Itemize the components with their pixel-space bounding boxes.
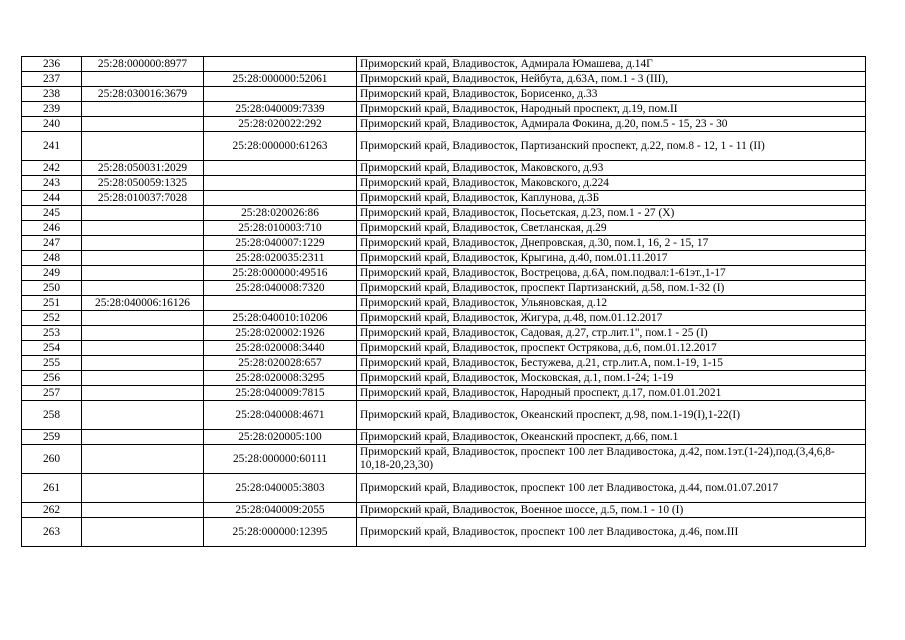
cadastral-number-cell (82, 371, 204, 386)
cadastral-number-cell (82, 206, 204, 221)
table-row (22, 341, 866, 356)
cadastral-number-cell (82, 474, 204, 503)
premises-cadastral-number-cell: 25:28:040009:7815 (204, 386, 357, 401)
address-cell: Приморский край, Владивосток, проспект 100 лет Владивостока, д.46, пом.III (357, 518, 866, 547)
table-row (22, 296, 866, 311)
cadastral-number-cell: 25:28:040006:16126 (82, 296, 204, 311)
cadastral-number-cell (82, 266, 204, 281)
row-number-cell: 244 (22, 191, 82, 206)
address-cell: Приморский край, Владивосток, Народный проспект, д.19, пом.II (357, 102, 866, 117)
table-row (22, 503, 866, 518)
premises-cadastral-number-cell: 25:28:020028:657 (204, 356, 357, 371)
cadastral-number-cell (82, 281, 204, 296)
row-number-cell: 239 (22, 102, 82, 117)
row-number-cell: 240 (22, 117, 82, 132)
premises-cadastral-number-cell: 25:28:040008:4671 (204, 401, 357, 430)
cadastral-number-cell (82, 386, 204, 401)
cadastral-number-cell (82, 326, 204, 341)
cadastral-number-cell (82, 311, 204, 326)
table-row (22, 430, 866, 445)
cadastral-number-cell: 25:28:000000:8977 (82, 57, 204, 72)
premises-cadastral-number-cell: 25:28:000000:12395 (204, 518, 357, 547)
table-body (22, 57, 866, 547)
table-row (22, 161, 866, 176)
row-number-cell: 245 (22, 206, 82, 221)
row-number-cell: 262 (22, 503, 82, 518)
document-page (21, 56, 866, 547)
address-cell: Приморский край, Владивосток, Нейбута, д.63А, пом.1 - 3 (III), (357, 72, 866, 87)
row-number-cell: 248 (22, 251, 82, 266)
address-cell: Приморский край, Владивосток, проспект Партизанский, д.58, пом.1-32 (I) (357, 281, 866, 296)
row-number-cell: 247 (22, 236, 82, 251)
row-number-cell: 237 (22, 72, 82, 87)
premises-cadastral-number-cell (204, 176, 357, 191)
address-cell: Приморский край, Владивосток, проспект Острякова, д.6, пом.01.12.2017 (357, 341, 866, 356)
address-cell: Приморский край, Владивосток, Днепровская, д.30, пом.1, 16, 2 - 15, 17 (357, 236, 866, 251)
cadastral-number-cell: 25:28:010037:7028 (82, 191, 204, 206)
cadastral-number-cell: 25:28:050059:1325 (82, 176, 204, 191)
address-cell: Приморский край, Владивосток, Каплунова, д.3Б (357, 191, 866, 206)
row-number-cell: 242 (22, 161, 82, 176)
address-cell: Приморский край, Владивосток, проспект 100 лет Владивостока, д.42, пом.1эт.(1-24),под.(3,4,6,8-10,18-20,23,30) (357, 445, 866, 474)
address-cell: Приморский край, Владивосток, Маковского, д.224 (357, 176, 866, 191)
premises-cadastral-number-cell: 25:28:020008:3440 (204, 341, 357, 356)
premises-cadastral-number-cell (204, 191, 357, 206)
table-row (22, 191, 866, 206)
row-number-cell: 241 (22, 132, 82, 161)
premises-cadastral-number-cell: 25:28:020022:292 (204, 117, 357, 132)
premises-cadastral-number-cell: 25:28:040007:1229 (204, 236, 357, 251)
row-number-cell: 259 (22, 430, 82, 445)
table-row (22, 266, 866, 281)
cadastral-number-cell (82, 251, 204, 266)
row-number-cell: 263 (22, 518, 82, 547)
premises-cadastral-number-cell: 25:28:020005:100 (204, 430, 357, 445)
table-row (22, 356, 866, 371)
address-cell: Приморский край, Владивосток, Вострецова, д.6А, пом.подвал:1-61эт.,1-17 (357, 266, 866, 281)
address-cell: Приморский край, Владивосток, Маковского, д.93 (357, 161, 866, 176)
table-row (22, 251, 866, 266)
premises-cadastral-number-cell: 25:28:020002:1926 (204, 326, 357, 341)
premises-cadastral-number-cell: 25:28:040005:3803 (204, 474, 357, 503)
address-cell: Приморский край, Владивосток, Океанский проспект, д.98, пом.1-19(I),1-22(I) (357, 401, 866, 430)
premises-cadastral-number-cell (204, 57, 357, 72)
table-row (22, 102, 866, 117)
cadastral-number-cell (82, 102, 204, 117)
row-number-cell: 250 (22, 281, 82, 296)
table-row (22, 474, 866, 503)
premises-cadastral-number-cell: 25:28:000000:49516 (204, 266, 357, 281)
row-number-cell: 246 (22, 221, 82, 236)
cadastral-number-cell (82, 430, 204, 445)
cadastral-number-cell (82, 401, 204, 430)
table-row (22, 386, 866, 401)
address-cell: Приморский край, Владивосток, Адмирала Фокина, д.20, пом.5 - 15, 23 - 30 (357, 117, 866, 132)
cadastral-number-cell (82, 445, 204, 474)
address-cell: Приморский край, Владивосток, Народный проспект, д.17, пом.01.01.2021 (357, 386, 866, 401)
row-number-cell: 251 (22, 296, 82, 311)
address-cell: Приморский край, Владивосток, Московская, д.1, пом.1-24; 1-19 (357, 371, 866, 386)
address-cell: Приморский край, Владивосток, Светланская, д.29 (357, 221, 866, 236)
address-cell: Приморский край, Владивосток, Бестужева, д.21, стр.лит.А, пом.1-19, 1-15 (357, 356, 866, 371)
premises-cadastral-number-cell: 25:28:040010:10206 (204, 311, 357, 326)
address-cell: Приморский край, Владивосток, Адмирала Юмашева, д.14Г (357, 57, 866, 72)
table-row (22, 132, 866, 161)
row-number-cell: 252 (22, 311, 82, 326)
address-cell: Приморский край, Владивосток, Ульяновская, д.12 (357, 296, 866, 311)
premises-cadastral-number-cell: 25:28:020035:2311 (204, 251, 357, 266)
table-row (22, 221, 866, 236)
cadastral-number-cell (82, 132, 204, 161)
table-row (22, 371, 866, 386)
cadastral-number-cell (82, 117, 204, 132)
address-cell: Приморский край, Владивосток, Борисенко, д.33 (357, 87, 866, 102)
table-row (22, 326, 866, 341)
table-row (22, 445, 866, 474)
table-row (22, 87, 866, 102)
cadastral-number-cell (82, 518, 204, 547)
address-cell: Приморский край, Владивосток, Посьетская, д.23, пом.1 - 27 (X) (357, 206, 866, 221)
table-row (22, 206, 866, 221)
premises-cadastral-number-cell: 25:28:020008:3295 (204, 371, 357, 386)
cadastral-number-cell (82, 236, 204, 251)
premises-cadastral-number-cell: 25:28:040009:7339 (204, 102, 357, 117)
row-number-cell: 256 (22, 371, 82, 386)
premises-cadastral-number-cell (204, 87, 357, 102)
cadastral-number-cell: 25:28:030016:3679 (82, 87, 204, 102)
row-number-cell: 236 (22, 57, 82, 72)
cadastral-number-cell (82, 356, 204, 371)
table-row (22, 117, 866, 132)
row-number-cell: 238 (22, 87, 82, 102)
address-cell: Приморский край, Владивосток, Крыгина, д.40, пом.01.11.2017 (357, 251, 866, 266)
premises-cadastral-number-cell: 25:28:040009:2055 (204, 503, 357, 518)
premises-cadastral-number-cell (204, 161, 357, 176)
row-number-cell: 253 (22, 326, 82, 341)
table-row (22, 401, 866, 430)
premises-cadastral-number-cell: 25:28:000000:52061 (204, 72, 357, 87)
table-row (22, 518, 866, 547)
address-cell: Приморский край, Владивосток, Жигура, д.48, пом.01.12.2017 (357, 311, 866, 326)
row-number-cell: 260 (22, 445, 82, 474)
premises-cadastral-number-cell: 25:28:020026:86 (204, 206, 357, 221)
cadastral-table (21, 56, 866, 547)
cadastral-number-cell (82, 341, 204, 356)
table-row (22, 311, 866, 326)
premises-cadastral-number-cell: 25:28:000000:61263 (204, 132, 357, 161)
row-number-cell: 261 (22, 474, 82, 503)
cadastral-number-cell (82, 72, 204, 87)
table-row (22, 57, 866, 72)
premises-cadastral-number-cell (204, 296, 357, 311)
table-row (22, 236, 866, 251)
premises-cadastral-number-cell: 25:28:010003:710 (204, 221, 357, 236)
address-cell: Приморский край, Владивосток, Океанский проспект, д.66, пом.1 (357, 430, 866, 445)
address-cell: Приморский край, Владивосток, Военное шоссе, д.5, пом.1 - 10 (I) (357, 503, 866, 518)
table-row (22, 72, 866, 87)
row-number-cell: 257 (22, 386, 82, 401)
cadastral-number-cell (82, 503, 204, 518)
address-cell: Приморский край, Владивосток, проспект 100 лет Владивостока, д.44, пом.01.07.2017 (357, 474, 866, 503)
premises-cadastral-number-cell: 25:28:000000:60111 (204, 445, 357, 474)
table-row (22, 281, 866, 296)
row-number-cell: 255 (22, 356, 82, 371)
row-number-cell: 249 (22, 266, 82, 281)
row-number-cell: 254 (22, 341, 82, 356)
cadastral-number-cell (82, 221, 204, 236)
row-number-cell: 243 (22, 176, 82, 191)
row-number-cell: 258 (22, 401, 82, 430)
address-cell: Приморский край, Владивосток, Партизанский проспект, д.22, пом.8 - 12, 1 - 11 (II) (357, 132, 866, 161)
table-row (22, 176, 866, 191)
premises-cadastral-number-cell: 25:28:040008:7320 (204, 281, 357, 296)
address-cell: Приморский край, Владивосток, Садовая, д.27, стр.лит.1", пом.1 - 25 (I) (357, 326, 866, 341)
cadastral-number-cell: 25:28:050031:2029 (82, 161, 204, 176)
